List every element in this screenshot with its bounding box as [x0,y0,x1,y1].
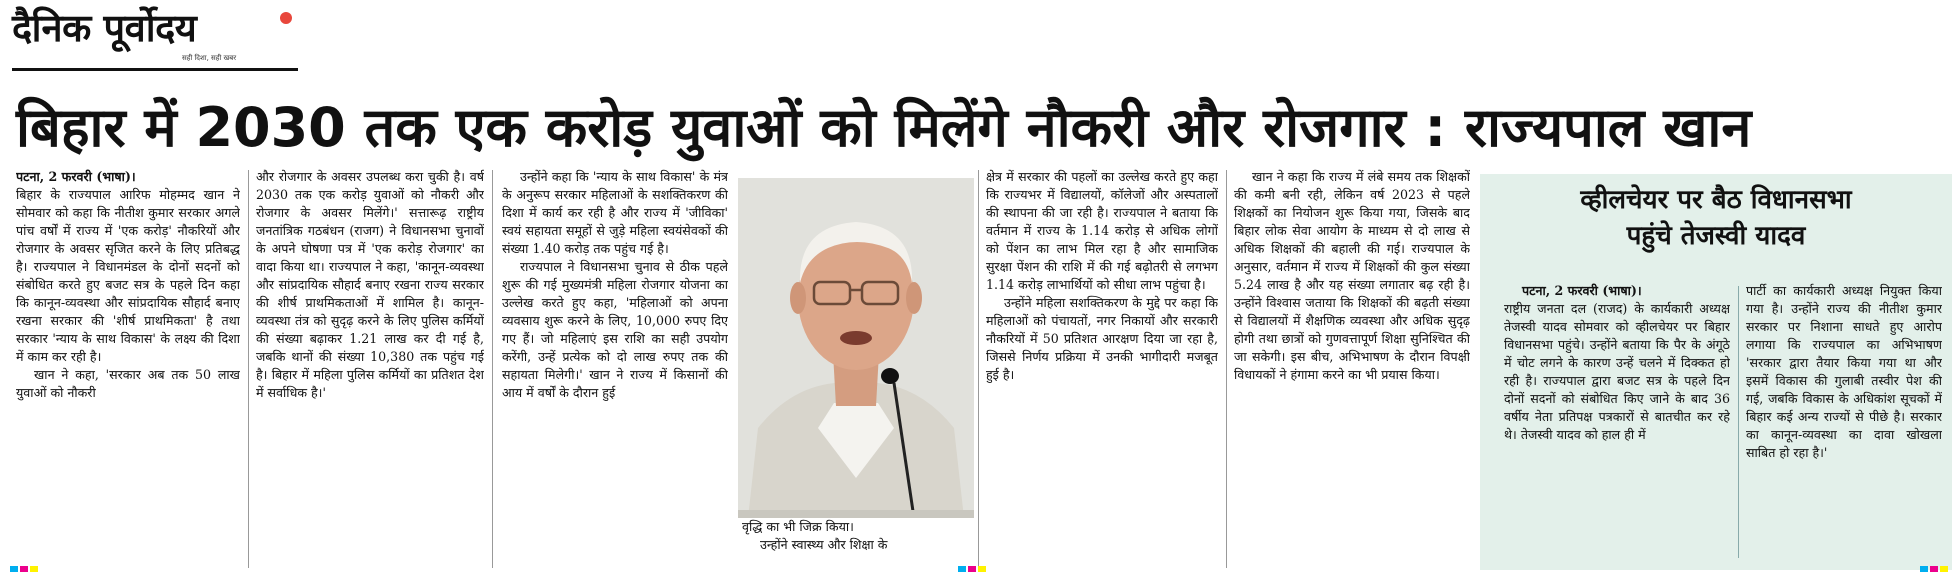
print-registration-marks [0,566,1960,573]
registration-mark [1930,566,1938,572]
article-paragraph: राज्यपाल ने विधानसभा चुनाव से ठीक पहले शुरू की गई मुख्यमंत्री महिला रोजगार योजना का उल्लेख करते हुए कहा, 'महिलाओं को अपना व्यवसाय शुरू करने के लिए, 10,000 रुपए दिए गए हैं। जो महिलाएं इस राशि का सही उपयोग करेंगी, उन्हें प्रत्येक को दो लाख रुपए तक की सहायता मिलेगी।' खान ने राज्य में किसानों की आय में वर्षों के दौरान हुई [502,259,728,400]
article-column-2 [256,168,484,566]
column-divider [492,170,493,568]
masthead [12,4,312,74]
registration-mark [20,566,28,572]
sidebar-story [1480,174,1952,570]
registration-mark [30,566,38,572]
article-paragraph: उन्होंने कहा कि 'न्याय के साथ विकास' के मंत्र के अनुरूप सरकार महिलाओं के सशक्तिकरण की दिशा में कार्य कर रही है और राज्य में 'जीविका' स्वयं सहायता समूहों से जुड़े महिला स्वयंसेवकों की संख्या 1.40 करोड़ तक पहुंच गई है। [502,169,728,256]
sidebar-paragraph: पार्टी का कार्यकारी अध्यक्ष नियुक्त किया गया है। उन्होंने राज्य की नीतीश कुमार सरकार पर निशाना साधते हुए आरोप लगाया कि राज्यपाल का अभिभाषण 'सरकार द्वारा तैयार किया गया था और इसमें विकास की गुलाबी तस्वीर पेश की गई, जबकि विकास के अधिकांश सूचकों में बिहार कई अन्य राज्यों से पीछे है। सरकार का कानून-व्यवस्था का दावा खोखला साबित हो रहा है।' [1746,283,1942,460]
column-divider [1226,170,1227,568]
article-column-4 [986,168,1218,566]
article-paragraph: खान ने कहा कि राज्य में लंबे समय तक शिक्षकों की कमी बनी रही, लेकिन वर्ष 2023 से पहले शिक्षकों का नियोजन शुरू किया गया, जिसके बाद बिहार लोक सेवा आयोग के माध्यम से दो लाख से अधिक शिक्षकों की बहाली की गई। राज्यपाल के अनुसार, वर्तमान में राज्य में शिक्षकों की कुल संख्या 5.24 लाख है और यह संख्या लगातार बढ़ रही है। उन्होंने विश्वास जताया कि शिक्षकों की बढ़ती संख्या से विद्यालयों में शैक्षणिक व्यवस्था और अधिक सुदृढ़ होगी तथा छात्रों को गुणवत्तापूर्ण शिक्षा सुनिश्चित की जा सकेगी। इस बीच, अभिभाषण के दौरान विपक्षी विधायकों ने हंगामा करने का भी प्रयास किया। [1234,169,1470,382]
article-paragraph: बिहार के राज्यपाल आरिफ मोहम्मद खान ने सोमवार को कहा कि नीतीश कुमार सरकार अगले पांच वर्षों में राज्य में 'एक करोड़' नौकरियों और रोजगार के अवसर सृजित करने के लिए प्रतिबद्ध है। राज्यपाल ने विधानमंडल के दोनों सदनों को संबोधित करते हुए बजट सत्र के पहले दिन कहा कि कानून-व्यवस्था और सांप्रदायिक सौहार्द बनाए रखना सरकार की 'शीर्ष प्राथमिकता' है तथा सरकार 'न्याय के साथ विकास' के लक्ष्य की दिशा में काम कर रही है। [16,187,240,364]
sidebar-headline-line: पहुंचे तेजस्वी यादव [1626,221,1806,251]
sidebar-column-1 [1504,282,1730,564]
registration-mark [1920,566,1928,572]
sidebar-column-2 [1746,282,1942,564]
registration-mark [1940,566,1948,572]
registration-mark [968,566,976,572]
article-paragraph: क्षेत्र में सरकार की पहलों का उल्लेख करते हुए कहा कि राज्यभर में विद्यालयों, कॉलेजों और अस्पतालों की स्थापना की जा रही है। राज्यपाल ने बताया कि वर्तमान में राज्य के 1.14 करोड़ से अधिक लोगों को पेंशन का लाभ मिल रहा है और सामाजिक सुरक्षा पेंशन की राशि में की गई बढ़ोतरी से लगभग 1.14 करोड़ लाभार्थियों को सीधा लाभ पहुंचा है। [986,169,1218,292]
article-paragraph: उन्होंने महिला सशक्तिकरण के मुद्दे पर कहा कि महिलाओं को पंचायतों, नगर निकायों और सरकारी नौकरियों में 50 प्रतिशत आरक्षण दिया जा रहा है, जिससे निर्णय प्रक्रिया में उनकी भागीदारी मजबूत हुई है। [986,295,1218,382]
registration-mark [978,566,986,572]
governor-photo [738,178,974,518]
sidebar-headline-line: व्हीलचेयर पर बैठ विधानसभा [1580,185,1852,215]
article-column-3 [502,168,728,566]
registration-mark [958,566,966,572]
sidebar-dateline: पटना, 2 फरवरी (भाषा)। [1522,283,1642,298]
article-paragraph: और रोजगार के अवसर उपलब्ध करा चुकी है। वर्ष 2030 तक एक करोड़ युवाओं को नौकरी और रोजगार के अवसर मिलेंगे।' सत्तारूढ़ राष्ट्रीय जनतांत्रिक गठबंधन (राजग) ने विधानसभा चुनावों के अपने घोषणा पत्र में 'एक करोड़ रोजगार' का वादा किया था। राज्यपाल ने कहा, 'कानून-व्यवस्था और सांप्रदायिक सौहार्द बनाए रखना राज्य सरकार की शीर्ष प्राथमिकताओं में शामिल है। कानून-व्यवस्था तंत्र को सुदृढ़ करने के लिए पुलिस कर्मियों की संख्या बढ़ाकर 1.21 लाख कर दी गई है, जबकि थानों की संख्या 10,380 तक पहुंच गई है। बिहार में महिला पुलिस कर्मियों का प्रतिशत देश में सर्वाधिक है।' [256,169,484,400]
column-divider [978,170,979,568]
registration-mark [10,566,18,572]
column-divider [248,170,249,568]
article-paragraph: खान ने कहा, 'सरकार अब तक 50 लाख युवाओं को नौकरी [16,367,240,400]
newspaper-logo: दैनिक पूर्वोदय [12,5,197,50]
photo-caption-line: उन्होंने स्वास्थ्य और शिक्षा के [760,537,888,552]
logo-tagline: सही दिशा, सही खबर [182,54,237,62]
main-headline: बिहार में 2030 तक एक करोड़ युवाओं को मिलेंगे नौकरी और रोजगार : राज्यपाल खान [16,96,1752,159]
masthead-rule [12,68,298,71]
sidebar-paragraph: राष्ट्रीय जनता दल (राजद) के कार्यकारी अध्यक्ष तेजस्वी यादव सोमवार को व्हीलचेयर पर बिहार विधानसभा पहुंचे। उन्होंने बताया कि पैर के अंगूठे में चोट लगने के कारण उन्हें चलने में दिक्कत हो रही है। राज्यपाल द्वारा बजट सत्र के पहले दिन दोनों सदनों को संबोधित किए जाने के बाद 36 वर्षीय नेता प्रतिपक्ष पत्रकारों से बातचीत कर रहे थे। तेजस्वी यादव को हाल ही में [1504,301,1730,442]
logo-dot-icon [280,12,292,24]
sidebar-column-divider [1738,286,1739,558]
article-column-1 [16,168,240,566]
photo-caption-line: वृद्धि का भी जिक्र किया। [742,519,854,534]
article-dateline: पटना, 2 फरवरी (भाषा)। [16,169,136,184]
article-column-5 [1234,168,1470,566]
sidebar-headline [1480,182,1952,254]
photo-caption [738,518,974,554]
